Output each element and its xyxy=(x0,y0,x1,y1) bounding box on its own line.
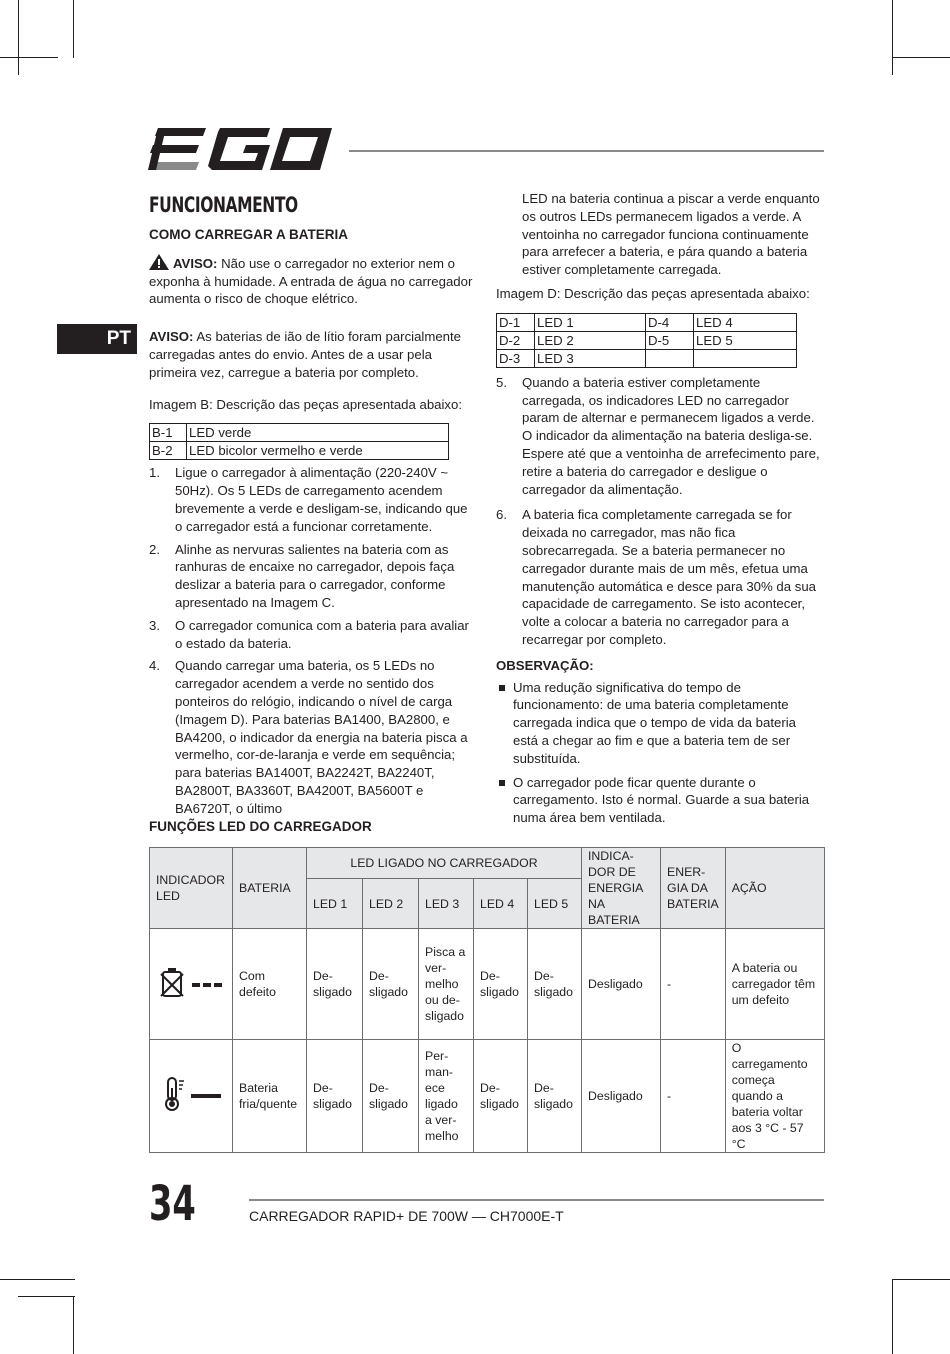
crop-mark xyxy=(0,57,58,58)
led-cell: De- sligado xyxy=(363,1040,419,1153)
step-item xyxy=(496,506,824,648)
part-id: D-2 xyxy=(497,331,535,349)
language-tab: PT xyxy=(57,324,137,354)
image-d-parts-table xyxy=(496,313,797,368)
ego-logo xyxy=(148,128,332,174)
header-led-group: LED LIGADO NO CARREGADOR xyxy=(307,848,582,879)
part-id: D-3 xyxy=(497,349,535,367)
energy-cell: - xyxy=(661,1040,726,1153)
crop-mark xyxy=(73,1296,74,1354)
part-id: D-1 xyxy=(497,313,535,331)
led-cell: Per- man- ece ligado a ver- melho xyxy=(419,1040,474,1153)
footer-text: CARREGADOR RAPID+ DE 700W — CH7000E-T xyxy=(249,1208,564,1224)
image-b-caption: Imagem B: Descrição das peças apresentada abaixo: xyxy=(149,396,463,412)
warning-label: AVISO: xyxy=(149,329,194,345)
crop-mark xyxy=(73,0,74,58)
part-desc: LED 3 xyxy=(535,349,646,367)
warning-text: Não use o carregador no exterior nem o exponha à humidade. A entrada de água no carregador aumenta o risco de choque elétrico. xyxy=(149,255,473,307)
header-indicator: INDICADOR LED xyxy=(150,848,233,929)
indicator-cell xyxy=(150,929,233,1040)
table-row xyxy=(497,313,797,331)
crop-mark xyxy=(0,1279,75,1280)
part-desc: LED 4 xyxy=(694,313,797,331)
note-text: Uma redução significativa do tempo de funcionamento: de uma bateria completamente carregada indica que o tempo de vida da bateria está a chegar ao fim e que a bateria tem de ser substituída. xyxy=(513,679,796,766)
image-d-caption: Imagem D: Descrição das peças apresentada abaixo: xyxy=(496,285,810,301)
battery-indicator-cell: Desligado xyxy=(582,929,661,1040)
notes-list xyxy=(496,679,824,827)
step-item xyxy=(149,541,475,612)
indicator-cell xyxy=(150,1040,233,1153)
step-number: 3. xyxy=(149,617,160,633)
table-header-row xyxy=(150,848,825,879)
step-item xyxy=(149,464,475,535)
led-cell: De- sligado xyxy=(307,929,363,1040)
note-item xyxy=(496,774,824,827)
table-row xyxy=(497,349,797,367)
part-id: D-5 xyxy=(646,331,694,349)
note-text: O carregador pode ficar quente durante o carregamento. Isto é normal. Guarde a sua bateria numa área bem ventilada. xyxy=(513,774,810,826)
header-led: LED 5 xyxy=(528,879,582,929)
step-4-continued: LED na bateria continua a piscar a verde enquanto os outros LEDs permanecem ligados a verde. A ventoinha no carregador funciona continuamente para arrefecer a bateria, e pára quando a bateria estiver completamente carregada. xyxy=(522,191,820,278)
header-led: LED 1 xyxy=(307,879,363,929)
warning-label: AVISO: xyxy=(173,255,218,271)
steps-list-continued xyxy=(496,374,824,649)
thermometer-icon xyxy=(159,1076,223,1112)
section-title: FUNCIONAMENTO xyxy=(149,193,298,217)
led-cell: De- sligado xyxy=(528,929,582,1040)
table-row xyxy=(150,929,825,1040)
led-cell: De- sligado xyxy=(528,1040,582,1153)
led-cell: De- sligado xyxy=(474,929,528,1040)
step-item xyxy=(149,617,475,653)
led-cell: De- sligado xyxy=(307,1040,363,1153)
action-cell: O carregamento começa quando a bateria voltar aos 3 °C - 57 °C xyxy=(725,1040,824,1153)
header-action: AÇÃO xyxy=(725,848,824,929)
step-text: A bateria fica completamente carregada se for deixada no carregador, mas não fica sobrecarregada. Se a bateria permanecer no carregador durante mais de um mês, efetua uma manutenção automática e desce para 30% da sua capacidade de carregamento. Se isto acontecer, volte a colocar a bateria no carregador para a recarregar por completo. xyxy=(522,507,816,647)
part-id: D-4 xyxy=(646,313,694,331)
step-item xyxy=(149,657,475,817)
crop-mark xyxy=(892,1279,950,1280)
warning-paragraph xyxy=(149,328,475,381)
action-cell: A bateria ou carregador têm um defeito xyxy=(725,929,824,1040)
battery-cell: Bateria fria/quente xyxy=(233,1040,307,1153)
header-led: LED 3 xyxy=(419,879,474,929)
step-text: Quando carregar uma bateria, os 5 LEDs no carregador acendem a verde no sentido dos ponteiros do relógio, indicando o nível de carga (Imagem D). Para baterias BA1400, BA2800, e BA4200, o indicador da energia na bateria pisca a vermelho, cor-de-laranja e verde em sequência; para baterias BA1400T, BA2242T, BA2240T, BA2800T, BA3360T, BA4200T, BA5600T e BA6720T, o último xyxy=(175,658,468,816)
part-desc: LED 5 xyxy=(694,331,797,349)
step-number: 4. xyxy=(149,658,160,674)
part-desc: LED verde xyxy=(187,424,449,442)
crop-mark xyxy=(892,0,893,75)
step-number: 6. xyxy=(496,507,507,523)
crop-mark xyxy=(18,0,19,75)
part-desc: LED 2 xyxy=(535,331,646,349)
steps-list xyxy=(149,464,475,817)
table-row xyxy=(150,1040,825,1153)
header-battery-indicator: INDICA- DOR DE ENERGIA NA BATERIA xyxy=(582,848,661,929)
warning-text: As baterias de ião de lítio foram parcialmente carregadas antes do envio. Antes de a usar pela primeira vez, carregue a bateria por completo. xyxy=(149,329,462,380)
battery-indicator-cell: Desligado xyxy=(582,1040,661,1153)
part-id xyxy=(646,349,694,367)
crop-mark xyxy=(892,57,950,58)
led-functions-table xyxy=(149,847,825,1153)
part-id: B-1 xyxy=(150,424,187,442)
image-b-parts-table xyxy=(149,423,449,460)
step-text: Ligue o carregador à alimentação (220-240V ~ 50Hz). Os 5 LEDs de carregamento acendem brevemente a verde e desligam-se, indicando que o carregador está a funcionar corretamente. xyxy=(175,465,468,534)
page-number: 34 xyxy=(149,1176,196,1232)
table-row xyxy=(497,331,797,349)
bullet-icon xyxy=(499,685,505,691)
step-text: Alinhe as nervuras salientes na bateria com as ranhuras de encaixe no carregador, depois faça deslizar a bateria para o carregador, conforme apresentado na Imagem C. xyxy=(175,541,455,610)
header-rule xyxy=(349,150,824,152)
bullet-icon xyxy=(499,780,505,786)
footer-rule xyxy=(249,1199,824,1201)
note-label: OBSERVAÇÃO: xyxy=(496,657,594,673)
part-id: B-2 xyxy=(150,442,187,460)
subsection-title: COMO CARREGAR A BATERIA xyxy=(149,227,348,242)
led-cell: De- sligado xyxy=(474,1040,528,1153)
table-row xyxy=(150,442,449,460)
warning-icon xyxy=(149,254,169,270)
part-desc xyxy=(694,349,797,367)
right-column xyxy=(496,190,824,833)
led-cell: Pisca a ver- melho ou de- sligado xyxy=(419,929,474,1040)
led-table-title: FUNÇÕES LED DO CARREGADOR xyxy=(149,819,372,834)
led-cell: De- sligado xyxy=(363,929,419,1040)
left-column xyxy=(149,190,475,823)
step-number: 2. xyxy=(149,541,160,557)
note-item xyxy=(496,679,824,768)
step-item xyxy=(496,374,824,499)
header-battery: BATERIA xyxy=(233,848,307,929)
part-desc: LED bicolor vermelho e verde xyxy=(187,442,449,460)
header-led: LED 2 xyxy=(363,879,419,929)
step-number: 5. xyxy=(496,374,507,390)
crop-mark xyxy=(18,1296,75,1297)
warning-paragraph xyxy=(149,254,475,308)
crop-mark xyxy=(892,1279,893,1354)
step-text: Quando a bateria estiver completamente carregada, os indicadores LED no carregador param de alternar e permanecem ligados a verde. O indicador da alimentação na bateria desliga-se. Espere até que a ventoinha de arrefecimento pare, retire a bateria do carregador e desligue o carregador da alimentação. xyxy=(522,374,820,497)
battery-cell: Com defeito xyxy=(233,929,307,1040)
defective-battery-icon xyxy=(159,966,223,998)
step-number: 1. xyxy=(149,465,160,481)
table-row xyxy=(150,424,449,442)
step-text: O carregador comunica com a bateria para avaliar o estado da bateria. xyxy=(175,617,469,651)
energy-cell: - xyxy=(661,929,726,1040)
header-led: LED 4 xyxy=(474,879,528,929)
header-battery-energy: ENER- GIA DA BATERIA xyxy=(661,848,726,929)
part-desc: LED 1 xyxy=(535,313,646,331)
